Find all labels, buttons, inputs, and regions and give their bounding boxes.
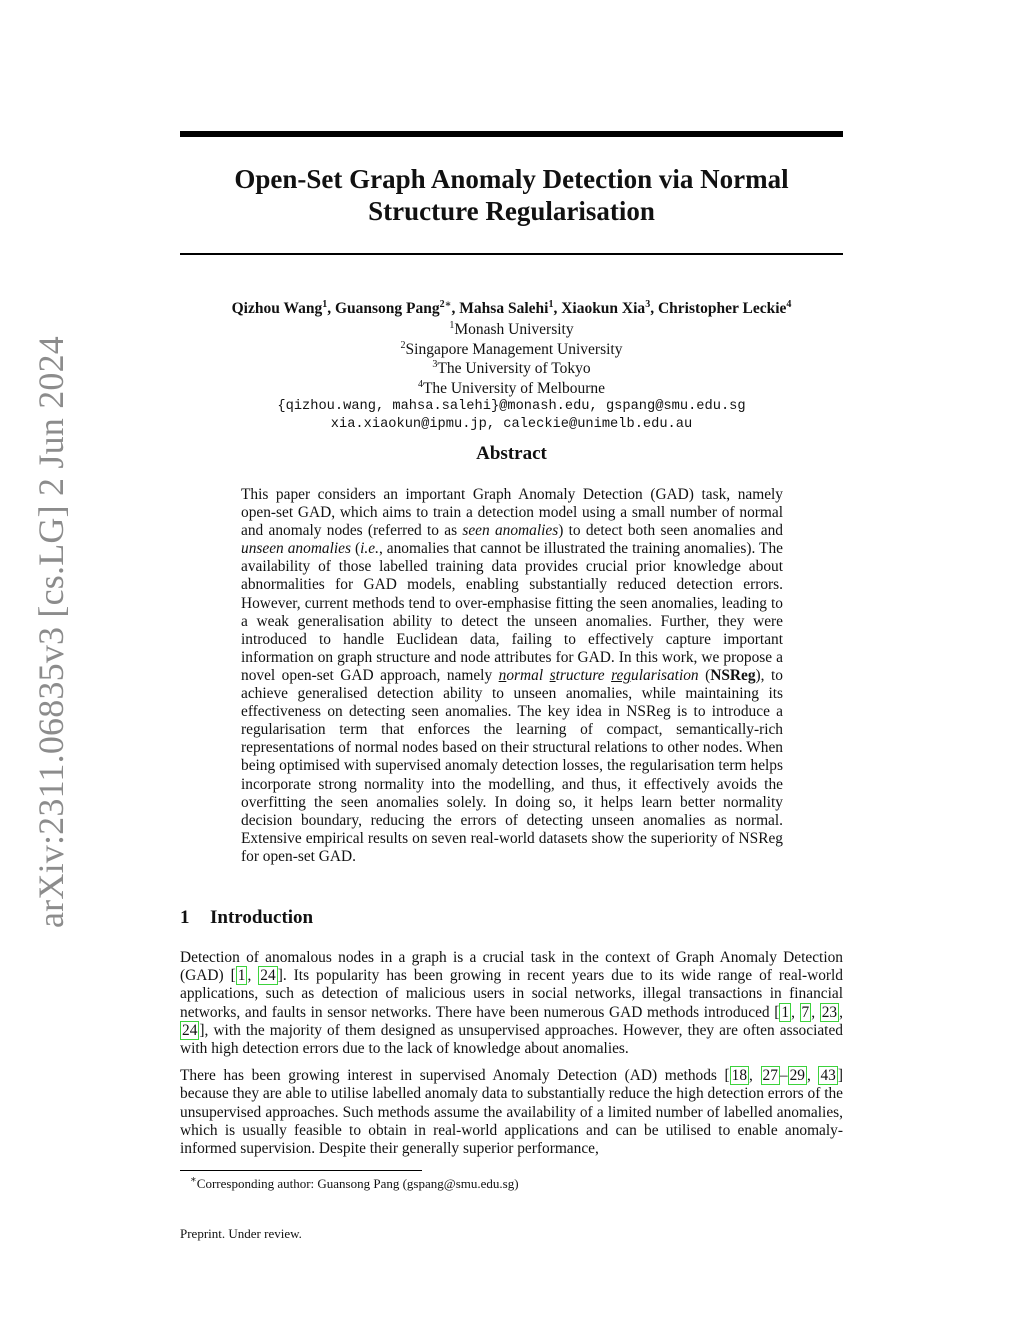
abstract-emphasis: ormal bbox=[506, 666, 544, 684]
footnote-mark: ∗ bbox=[190, 1174, 197, 1186]
abstract-emphasis: tructure bbox=[555, 666, 612, 684]
author-list: Qizhou Wang$^1$, Guansong Pang$^{2∗}$, Mahsa Salehi$^1$, Xiaokun Xia$^3$, Christopher Leckie$^4$ bbox=[231, 298, 792, 317]
citation-link[interactable]: 43 bbox=[820, 1067, 836, 1085]
paragraph-text: Detection of anomalous nodes in a graph is a crucial task in the context of Graph Anomaly Detection (GAD) [ bbox=[180, 949, 843, 985]
title-top-rule bbox=[180, 131, 843, 137]
citation-link[interactable]: 1 bbox=[237, 967, 246, 985]
abstract-text: , anomalies that cannot be illustrated the training anomalies). The availability of those labelled training data provides crucial prior knowledge about abnormalities for GAD models, enabling substantially reduced detection errors. However, current methods tend to over-emphasise fitting the seen anomalies, leading to a weak generalisation ability to detect the unseen anomalies. Further, they were introduced to handle Euclidean data, failing to effectively capture important information on graph structure and node attributes for GAD. In this work, we propose a novel open-set GAD approach, namely bbox=[241, 540, 783, 684]
affiliation-mark: 4 bbox=[417, 378, 423, 390]
author-mark: 3 bbox=[645, 298, 651, 310]
affiliation-item bbox=[180, 320, 843, 340]
citation-link[interactable]: 23 bbox=[821, 1003, 838, 1021]
paragraph: There has been growing interest in supervised Anomaly Detection (AD) methods [ 18 , 27 – 29 , 43 ] because they are able to utilise labelled anomaly data to substantially reduce the high detection errors of the unsupervised approaches. Such methods assume the availability of a limited number of labelled anomalies, which is usually feasible to obtain in real-world applications and can be utilised to enable anomaly-informed supervision. Despite their generally superior performance, bbox=[180, 1067, 843, 1158]
arxiv-identifier: arXiv:2311.06835v3 [cs.LG] 2 Jun 2024 bbox=[31, 336, 71, 928]
paragraph-text: There has been growing interest in supervised Anomaly Detection (AD) methods [ bbox=[180, 1067, 730, 1085]
abstract-heading: Abstract bbox=[476, 443, 547, 464]
citation-link[interactable]: 24 bbox=[182, 1021, 198, 1039]
affiliation-item bbox=[180, 359, 843, 379]
paragraph-text: ]. Its popularity has been growing in recent years due to its wide range of real-world applications, such as detection of malicious users in social networks, illegal transactions in financial networks, and faults in sensor networks. There have been numerous GAD methods introduced [ bbox=[180, 967, 844, 1021]
paragraph-text: ] because they are able to utilise labelled anomaly data to substantially reduce the high detection errors of the unsupervised approaches. Such methods assume the availability of a limited number of labelled anomalies, which is usually feasible to obtain in real-world applications and can be utilised to enable anomaly-informed supervision. Despite their generally superior performance, bbox=[180, 1067, 843, 1158]
title-line-2: Structure Regularisation bbox=[368, 196, 655, 226]
author-name: Christopher Leckie bbox=[657, 300, 787, 317]
email-line-2: xia.xiaokun@ipmu.jp, caleckie@unimelb.edu.au bbox=[330, 417, 693, 432]
author-name: Xiaokun Xia bbox=[561, 300, 646, 317]
method-initial: reg bbox=[611, 666, 632, 684]
method-initial: n bbox=[498, 666, 507, 684]
author-mark: 1 bbox=[548, 298, 554, 310]
abstract-emphasis: ularisation bbox=[631, 666, 699, 684]
author-name: Guansong Pang bbox=[334, 300, 440, 317]
email-line-1: {qizhou.wang, mahsa.salehi}@monash.edu, gspang@smu.edu.sg bbox=[277, 399, 746, 414]
title-line-1: Open-Set Graph Anomaly Detection via Normal bbox=[234, 164, 789, 194]
citation-link[interactable]: 29 bbox=[789, 1067, 805, 1085]
affiliation-mark: 2 bbox=[400, 339, 406, 351]
abstract-emphasis: i.e. bbox=[360, 540, 379, 558]
section-heading bbox=[180, 906, 313, 930]
author-mark: 1 bbox=[322, 298, 328, 310]
affiliation-item bbox=[180, 340, 843, 360]
section-title: Introduction bbox=[210, 907, 314, 928]
citation-link[interactable]: 18 bbox=[731, 1067, 748, 1085]
citation-link[interactable]: 1 bbox=[781, 1003, 790, 1021]
abstract-body bbox=[241, 486, 783, 866]
author-name: Mahsa Salehi bbox=[459, 300, 549, 317]
method-name-emphasis bbox=[499, 667, 699, 684]
section-number: 1 bbox=[180, 907, 190, 928]
affiliation-item bbox=[180, 379, 843, 399]
abstract-text: ), to achieve generalised detection ability to unseen anomalies, while maintaining its effectiveness on detecting seen anomalies. The key idea in NSReg is to introduce a regularisation term that enforces the learning of compact, semantically-rich representations of normal nodes based on their structural relations to other nodes. When being optimised with supervised anomaly detection losses, the regularisation term helps incorporate strong normality into the modelling, and thus, it effectively avoids the overfitting the seen anomalies solely. In doing so, it helps learn better normality decision boundary, reducing the errors of detecting unseen anomalies as normal. Extensive empirical results on seven real-world datasets show the superiority of NSReg for open-set GAD. bbox=[241, 666, 783, 865]
affiliation-name: The University of Tokyo bbox=[437, 360, 591, 377]
affiliation-block bbox=[180, 320, 843, 434]
citation-link[interactable]: 27 bbox=[762, 1067, 778, 1085]
abstract-emphasis: unseen anomalies bbox=[241, 540, 351, 558]
affiliation-mark: 3 bbox=[432, 358, 438, 370]
affiliation-name: The University of Melbourne bbox=[422, 379, 606, 397]
paper-title bbox=[180, 163, 843, 227]
footnote bbox=[190, 1175, 519, 1192]
abstract-text: ( bbox=[351, 540, 361, 558]
abstract-text: This paper considers an important Graph Anomaly Detection (GAD) task, namely open-set GAD, which aims to train a detection model using a small number of normal and anomaly nodes (referred to as bbox=[241, 486, 783, 540]
abstract-text: ) to detect both seen anomalies and bbox=[558, 522, 783, 540]
paragraph: Detection of anomalous nodes in a graph is a crucial task in the context of Graph Anomaly Detection (GAD) [ 1 , 24 ]. Its popularity has been growing in recent years due to its wide range of real-world applications, such as detection of malicious users in social networks, illegal transactions in financial networks, and faults in sensor networks. There have been numerous GAD methods introduced [ 1 , 7 , 23 , 24 ], with the majority of them designed as unsupervised approaches. However, they are often associated with high detection errors due to the lack of knowledge about anomalies. bbox=[180, 949, 844, 1058]
citation-link[interactable]: 7 bbox=[801, 1003, 810, 1021]
affiliation-name: Monash University bbox=[454, 321, 574, 338]
page-footer: Preprint. Under review. bbox=[180, 1226, 302, 1241]
abstract-emphasis: seen anomalies bbox=[462, 522, 559, 540]
abstract-text: ( bbox=[698, 666, 711, 684]
author-mark: 2∗ bbox=[439, 298, 452, 310]
affiliation-mark: 1 bbox=[449, 319, 455, 331]
citation-link[interactable]: 24 bbox=[260, 967, 276, 985]
method-acronym: NSReg bbox=[710, 666, 756, 684]
footnote-text: Corresponding author: Guansong Pang (gspang@smu.edu.sg) bbox=[196, 1176, 519, 1191]
author-name: Qizhou Wang bbox=[231, 300, 323, 317]
footnote-rule bbox=[180, 1170, 422, 1171]
method-initial: s bbox=[549, 666, 556, 684]
introduction-body bbox=[180, 949, 843, 1167]
paragraph-text: ], with the majority of them designed as unsupervised approaches. However, they are often associated with high detection errors due to the lack of knowledge about anomalies. bbox=[180, 1021, 843, 1058]
affiliation-name: Singapore Management University bbox=[405, 340, 623, 358]
title-bottom-rule bbox=[180, 253, 843, 255]
author-mark: 4 bbox=[786, 298, 792, 310]
